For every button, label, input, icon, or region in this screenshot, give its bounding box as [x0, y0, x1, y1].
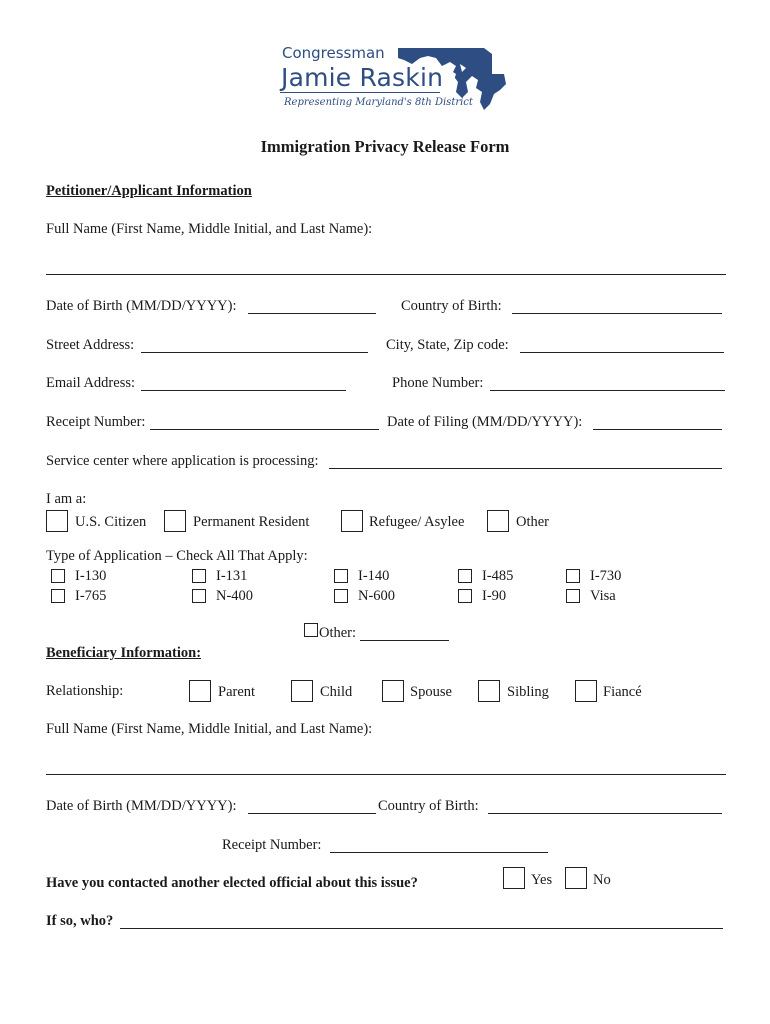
- petitioner-country-field[interactable]: [512, 313, 722, 314]
- beneficiary-full-name-field[interactable]: [46, 774, 726, 775]
- status-refugee-label: Refugee/ Asylee: [369, 514, 465, 530]
- contacted-no-checkbox[interactable]: [565, 867, 587, 889]
- app-i485-checkbox[interactable]: [458, 569, 472, 583]
- application-type-label: Type of Application – Check All That Apply:: [46, 548, 308, 564]
- date-filing-label: Date of Filing (MM/DD/YYYY):: [387, 414, 583, 430]
- i-am-a-label: I am a:: [46, 491, 87, 507]
- app-i130-checkbox[interactable]: [51, 569, 65, 583]
- contacted-question: Have you contacted another elected official about this issue?: [46, 875, 418, 891]
- app-i485-label: I-485: [482, 568, 514, 584]
- beneficiary-dob-label: Date of Birth (MM/DD/YYYY):: [46, 798, 237, 814]
- relationship-parent-checkbox[interactable]: [189, 680, 211, 702]
- relationship-spouse-label: Spouse: [410, 684, 452, 700]
- logo-tagline: Representing Maryland's 8th District: [284, 97, 473, 108]
- relationship-label: Relationship:: [46, 683, 124, 699]
- status-other-label: Other: [516, 514, 550, 530]
- service-center-label: Service center where application is processing:: [46, 453, 319, 469]
- app-visa-checkbox[interactable]: [566, 589, 580, 603]
- app-i90-checkbox[interactable]: [458, 589, 472, 603]
- petitioner-section-heading: Petitioner/Applicant Information: [46, 183, 252, 199]
- app-n600-checkbox[interactable]: [334, 589, 348, 603]
- email-label: Email Address:: [46, 375, 136, 391]
- status-us-citizen-label: U.S. Citizen: [75, 514, 147, 530]
- beneficiary-receipt-label: Receipt Number:: [222, 837, 322, 853]
- relationship-spouse-checkbox[interactable]: [382, 680, 404, 702]
- petitioner-country-label: Country of Birth:: [401, 298, 502, 314]
- petitioner-receipt-field[interactable]: [150, 429, 379, 430]
- app-n600-label: N-600: [358, 588, 396, 604]
- petitioner-dob-field[interactable]: [248, 313, 376, 314]
- petitioner-dob-label: Date of Birth (MM/DD/YYYY):: [46, 298, 237, 314]
- beneficiary-full-name-label: Full Name (First Name, Middle Initial, and Last Name):: [46, 721, 373, 737]
- status-permanent-resident-label: Permanent Resident: [193, 514, 310, 530]
- app-n400-label: N-400: [216, 588, 254, 604]
- relationship-child-checkbox[interactable]: [291, 680, 313, 702]
- city-state-zip-label: City, State, Zip code:: [386, 337, 509, 353]
- app-i765-label: I-765: [75, 588, 107, 604]
- contacted-no-label: No: [593, 872, 611, 888]
- service-center-field[interactable]: [329, 468, 722, 469]
- phone-field[interactable]: [490, 390, 725, 391]
- beneficiary-dob-field[interactable]: [248, 813, 376, 814]
- app-i730-checkbox[interactable]: [566, 569, 580, 583]
- petitioner-full-name-label: Full Name (First Name, Middle Initial, and Last Name):: [46, 221, 373, 237]
- maryland-map-icon: [396, 44, 510, 112]
- logo-name: Jamie Raskin: [281, 63, 444, 92]
- relationship-fiance-label: Fiancé: [603, 684, 642, 700]
- form-title: Immigration Privacy Release Form: [260, 137, 510, 156]
- relationship-sibling-checkbox[interactable]: [478, 680, 500, 702]
- petitioner-full-name-field[interactable]: [46, 274, 726, 275]
- city-state-zip-field[interactable]: [520, 352, 724, 353]
- relationship-parent-label: Parent: [218, 684, 256, 700]
- phone-label: Phone Number:: [392, 375, 484, 391]
- beneficiary-country-field[interactable]: [488, 813, 722, 814]
- street-address-field[interactable]: [141, 352, 368, 353]
- contacted-yes-label: Yes: [531, 872, 553, 888]
- beneficiary-receipt-field[interactable]: [330, 852, 548, 853]
- app-i140-checkbox[interactable]: [334, 569, 348, 583]
- relationship-fiance-checkbox[interactable]: [575, 680, 597, 702]
- if-so-who-label: If so, who?: [46, 913, 114, 929]
- app-i140-label: I-140: [358, 568, 390, 584]
- relationship-child-label: Child: [320, 684, 353, 700]
- app-other-field[interactable]: [360, 640, 449, 641]
- app-i130-label: I-130: [75, 568, 107, 584]
- status-permanent-resident-checkbox[interactable]: [164, 510, 186, 532]
- logo-congressman: Congressman: [282, 44, 385, 62]
- app-other-label: Other:: [319, 625, 357, 641]
- email-field[interactable]: [141, 390, 346, 391]
- status-us-citizen-checkbox[interactable]: [46, 510, 68, 532]
- petitioner-receipt-label: Receipt Number:: [46, 414, 146, 430]
- date-filing-field[interactable]: [593, 429, 722, 430]
- status-other-checkbox[interactable]: [487, 510, 509, 532]
- app-n400-checkbox[interactable]: [192, 589, 206, 603]
- app-i90-label: I-90: [482, 588, 507, 604]
- relationship-sibling-label: Sibling: [507, 684, 549, 700]
- app-i131-label: I-131: [216, 568, 248, 584]
- app-other-checkbox[interactable]: [304, 623, 318, 637]
- app-i730-label: I-730: [590, 568, 622, 584]
- app-i765-checkbox[interactable]: [51, 589, 65, 603]
- street-address-label: Street Address:: [46, 337, 135, 353]
- app-i131-checkbox[interactable]: [192, 569, 206, 583]
- if-so-who-field[interactable]: [120, 928, 723, 929]
- status-refugee-checkbox[interactable]: [341, 510, 363, 532]
- beneficiary-section-heading: Beneficiary Information:: [46, 645, 202, 661]
- app-visa-label: Visa: [590, 588, 616, 604]
- beneficiary-country-label: Country of Birth:: [378, 798, 479, 814]
- contacted-yes-checkbox[interactable]: [503, 867, 525, 889]
